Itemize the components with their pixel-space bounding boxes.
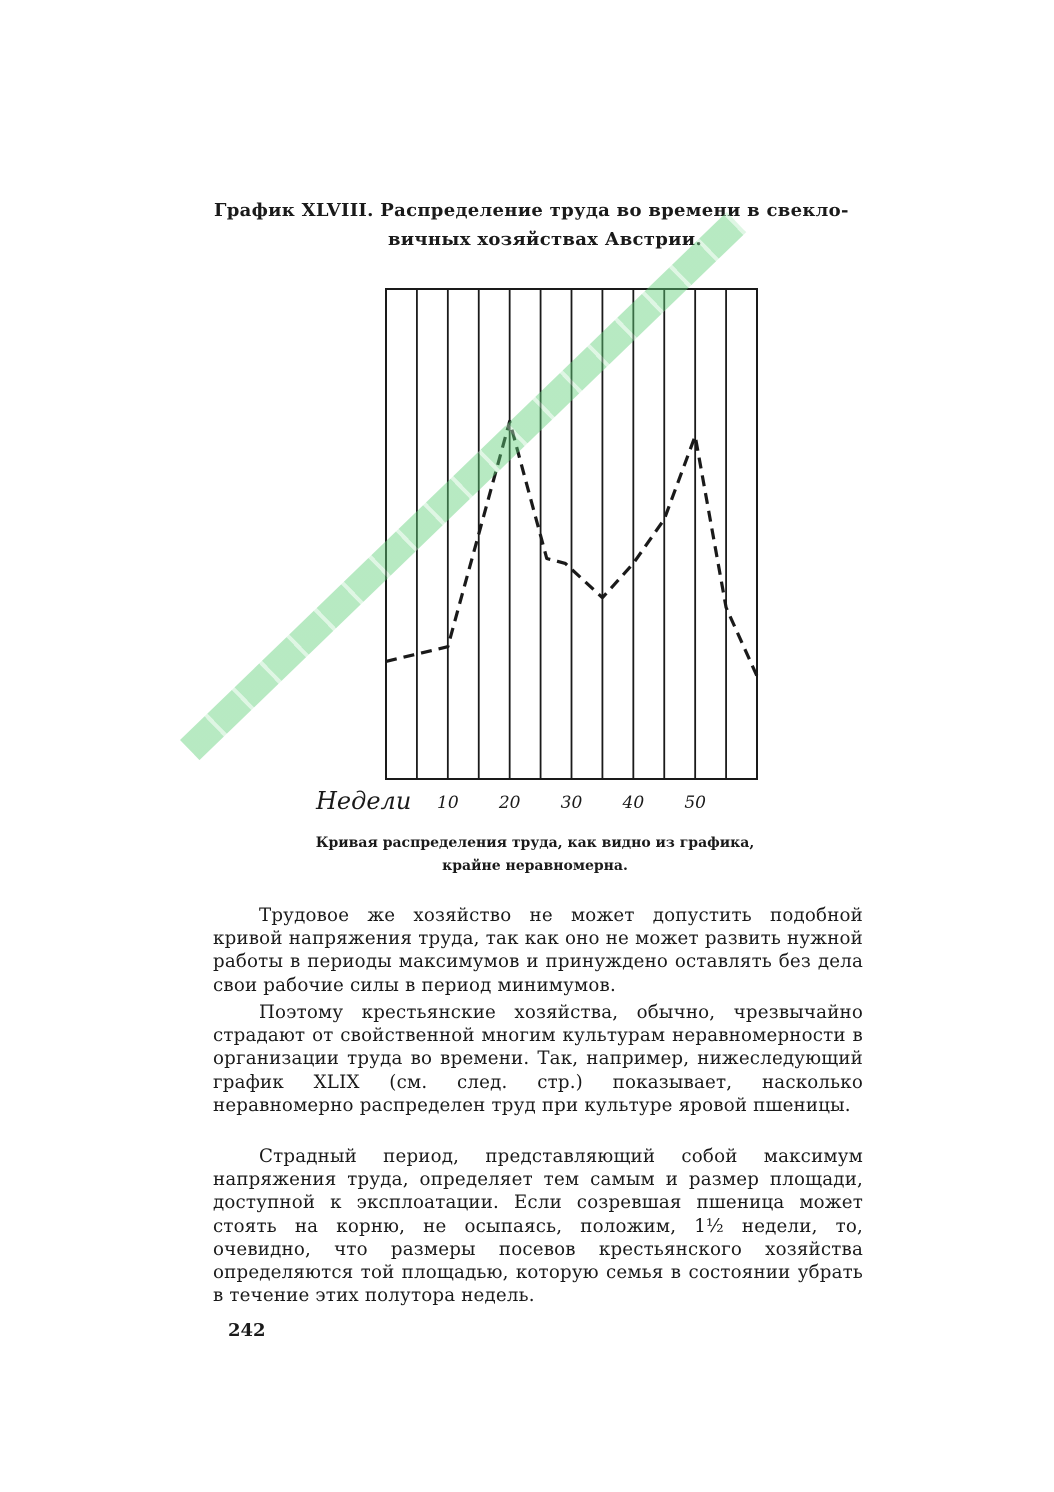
data-point [565, 563, 567, 565]
data-point [756, 675, 758, 677]
x-tick-label: 10 [437, 793, 459, 813]
paragraph-3 [213, 1145, 863, 1307]
x-tick-label: 20 [498, 793, 521, 813]
figure-title-line1: График XLVIII. Распределение труда во времени в свекло- [214, 200, 849, 221]
data-point [725, 607, 727, 609]
chart-labels [315, 787, 706, 815]
x-tick-label: 30 [560, 793, 583, 813]
paragraph-text: Страдный период, представляющий собой максимум напряжения труда, определяет тем самым и размер площади, доступной к эксплоатации. Если созревшая пшеница может стоять на корню, не осыпаясь, положим, 1½ недели, то, очевидно, что размеры посевов крестьянского хозяйства определяются той площадью, которую семья в состоянии убрать в течение этих полутора недель. [213, 1146, 863, 1307]
data-point [385, 661, 387, 663]
data-point [447, 646, 449, 648]
figure-title-line2: вичных хозяйствах Австрии. [387, 229, 703, 250]
figure-caption-line1: Кривая распределения труда, как видно из графика, [315, 835, 755, 851]
x-tick-label: 40 [622, 793, 645, 813]
paragraph-text: Поэтому крестьянские хозяйства, обычно, чрезвычайно страдают от свойственной многим культурам неравномерности в организации труда во времени. Так, например, нижеследующий график XLIX (см. след. стр.) показывает, насколько неравномерно распределен труд при культуре яровой пшеницы. [213, 1002, 863, 1116]
page-number: 242 [228, 1320, 266, 1341]
x-axis-label: Недели [316, 787, 412, 815]
figure-caption-line2: крайне неравномерна. [442, 858, 628, 874]
paragraph-text: Трудовое же хозяйство не может допустить подобной кривой напряжения труда, так как оно не может развить нужной работы в периоды максимумов и принуждено оставлять без дела свои рабочие силы в период минимумов. [213, 905, 863, 996]
data-point [602, 597, 604, 599]
data-point [663, 519, 665, 521]
paragraph-1 [213, 904, 863, 997]
data-point [546, 558, 548, 560]
data-point [694, 435, 696, 437]
data-point [633, 563, 635, 565]
figure-caption [300, 832, 770, 878]
paragraph-2 [213, 1001, 863, 1117]
x-tick-label: 50 [684, 793, 706, 813]
